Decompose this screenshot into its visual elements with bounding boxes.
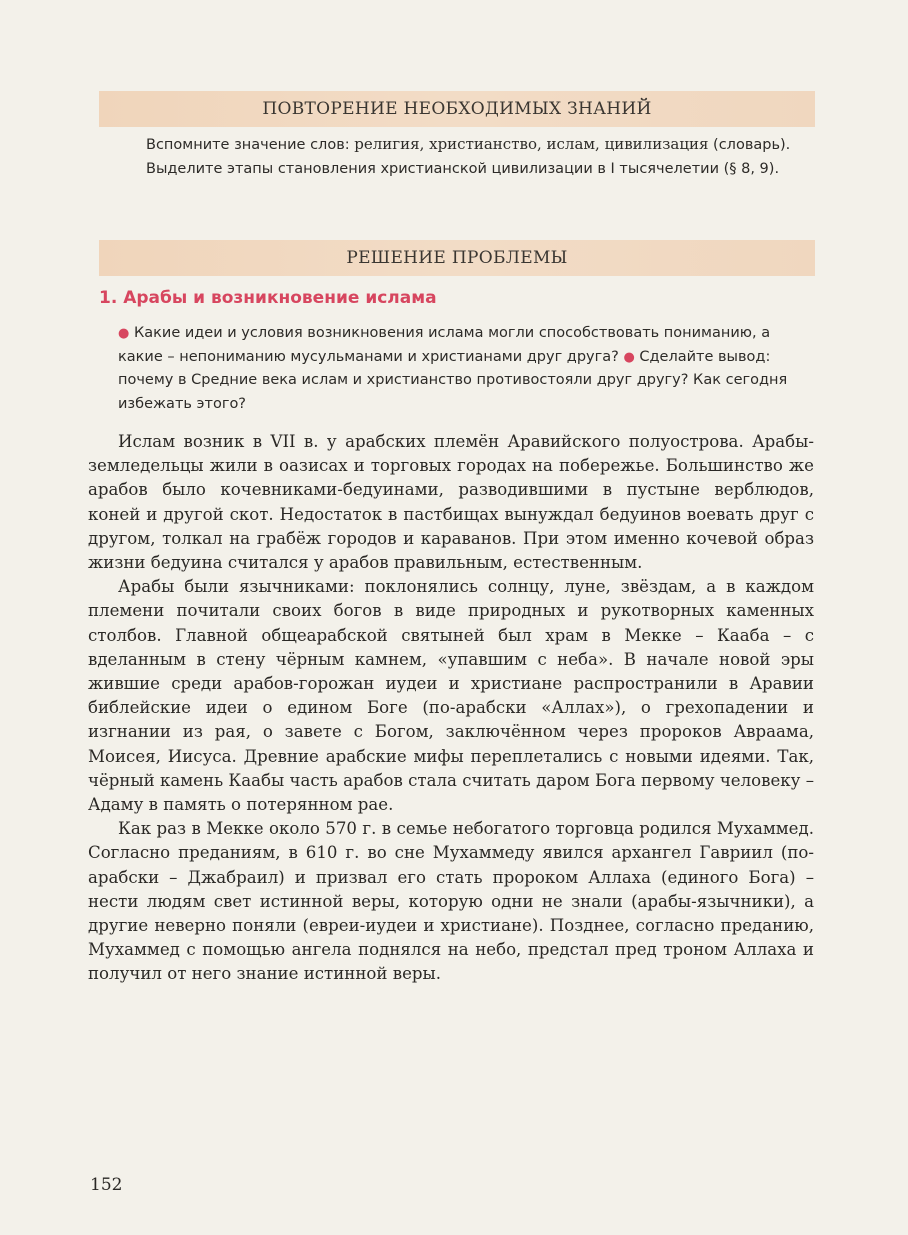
review-block — [146, 133, 818, 181]
review-task-1-prefix: Вспомните значение слов: — [146, 137, 355, 153]
review-task-1-suffix: (словарь). — [708, 137, 791, 153]
bullet-icon: ● — [118, 326, 130, 341]
review-task-1 — [146, 133, 818, 158]
paragraph-2: Арабы были язычниками: поклонялись солнцу, луне, звёздам, а в каждом племени почитали своих богов в виде природных и рукотворных каменных столбов. Главной общеарабской святыней был храм в Мекке – Кааба – с вделанным в стену чёрным камнем, «упавшим с неба». В начале новой эры жившие среди арабов-горожан иудеи и христиане распространили в Аравии библейские идеи о едином Боге (по-арабски «Аллах»), о грехопадении и изгнании из рая, о завете с Богом, заключённом через пророков Авраама, Моисея, Иисуса. Древние арабские мифы переплетались с новыми идеями. Так, чёрный камень Каабы часть арабов стала считать даром Бога первому человеку – Адаму в память о потерянном рае. — [88, 577, 815, 815]
bullet-icon: ● — [623, 349, 635, 365]
page-number: 152 — [90, 1175, 123, 1195]
review-section-title: ПОВТОРЕНИЕ НЕОБХОДИМЫХ ЗНАНИЙ — [262, 99, 652, 119]
review-task-2: Выделите этапы становления христианской цивилизации в I тысячелетии (§ 8, 9). — [146, 160, 780, 177]
question-2: Сделайте вывод: почему в Средние века ислам и христианство противостояли друг другу? Как сегодня избежать этого? — [118, 348, 788, 412]
paragraph-1: Ислам возник в VII в. у арабских племён Аравийского полуострова. Арабы-земледельцы жили в оазисах и торговых городах на побережье. Большинство же арабов было кочевниками-бедуинами, разводившими в пустыне верблюдов, коней и другой скот. Недостаток в пастбищах вынуждал бедуинов воевать друг с другом, толкал на грабёж городов и караванов. При этом именно кочевой образ жизни бедуина считался у арабов правильным, естественным. — [88, 432, 814, 573]
questions-block — [118, 322, 818, 416]
paragraph-3: Как раз в Мекке около 570 г. в семье небогатого торговца родился Мухаммед. Согласно преданиям, в 610 г. во сне Мухаммеду явился архангел Гавриил (по-арабски – Джабраил) и призвал его стать пророком Аллаха (единого Бога) – нести людям свет истинной веры, которую одни не знали (арабы-язычники), а другие неверно поняли (евреи-иудеи и христиане). Позднее, согласно преданию, Мухаммед с помощью ангела поднялся на небо, предстал пред троном Аллаха и получил от него знание истинной веры. — [88, 819, 814, 984]
problem-section-header — [99, 240, 815, 276]
review-task-1-terms: религия, христианство, ислам, цивилизация — [354, 135, 709, 153]
section-heading: 1. Арабы и возникновение ислама — [99, 288, 437, 308]
review-section-header — [99, 91, 815, 127]
problem-section-title: РЕШЕНИЕ ПРОБЛЕМЫ — [346, 248, 568, 268]
main-text — [88, 430, 814, 987]
question-1: Какие идеи и условия возникновения ислама могли способствовать пониманию, а какие – непониманию мусульманами и христианами друг друга? — [118, 325, 771, 365]
questions-text — [118, 322, 818, 416]
